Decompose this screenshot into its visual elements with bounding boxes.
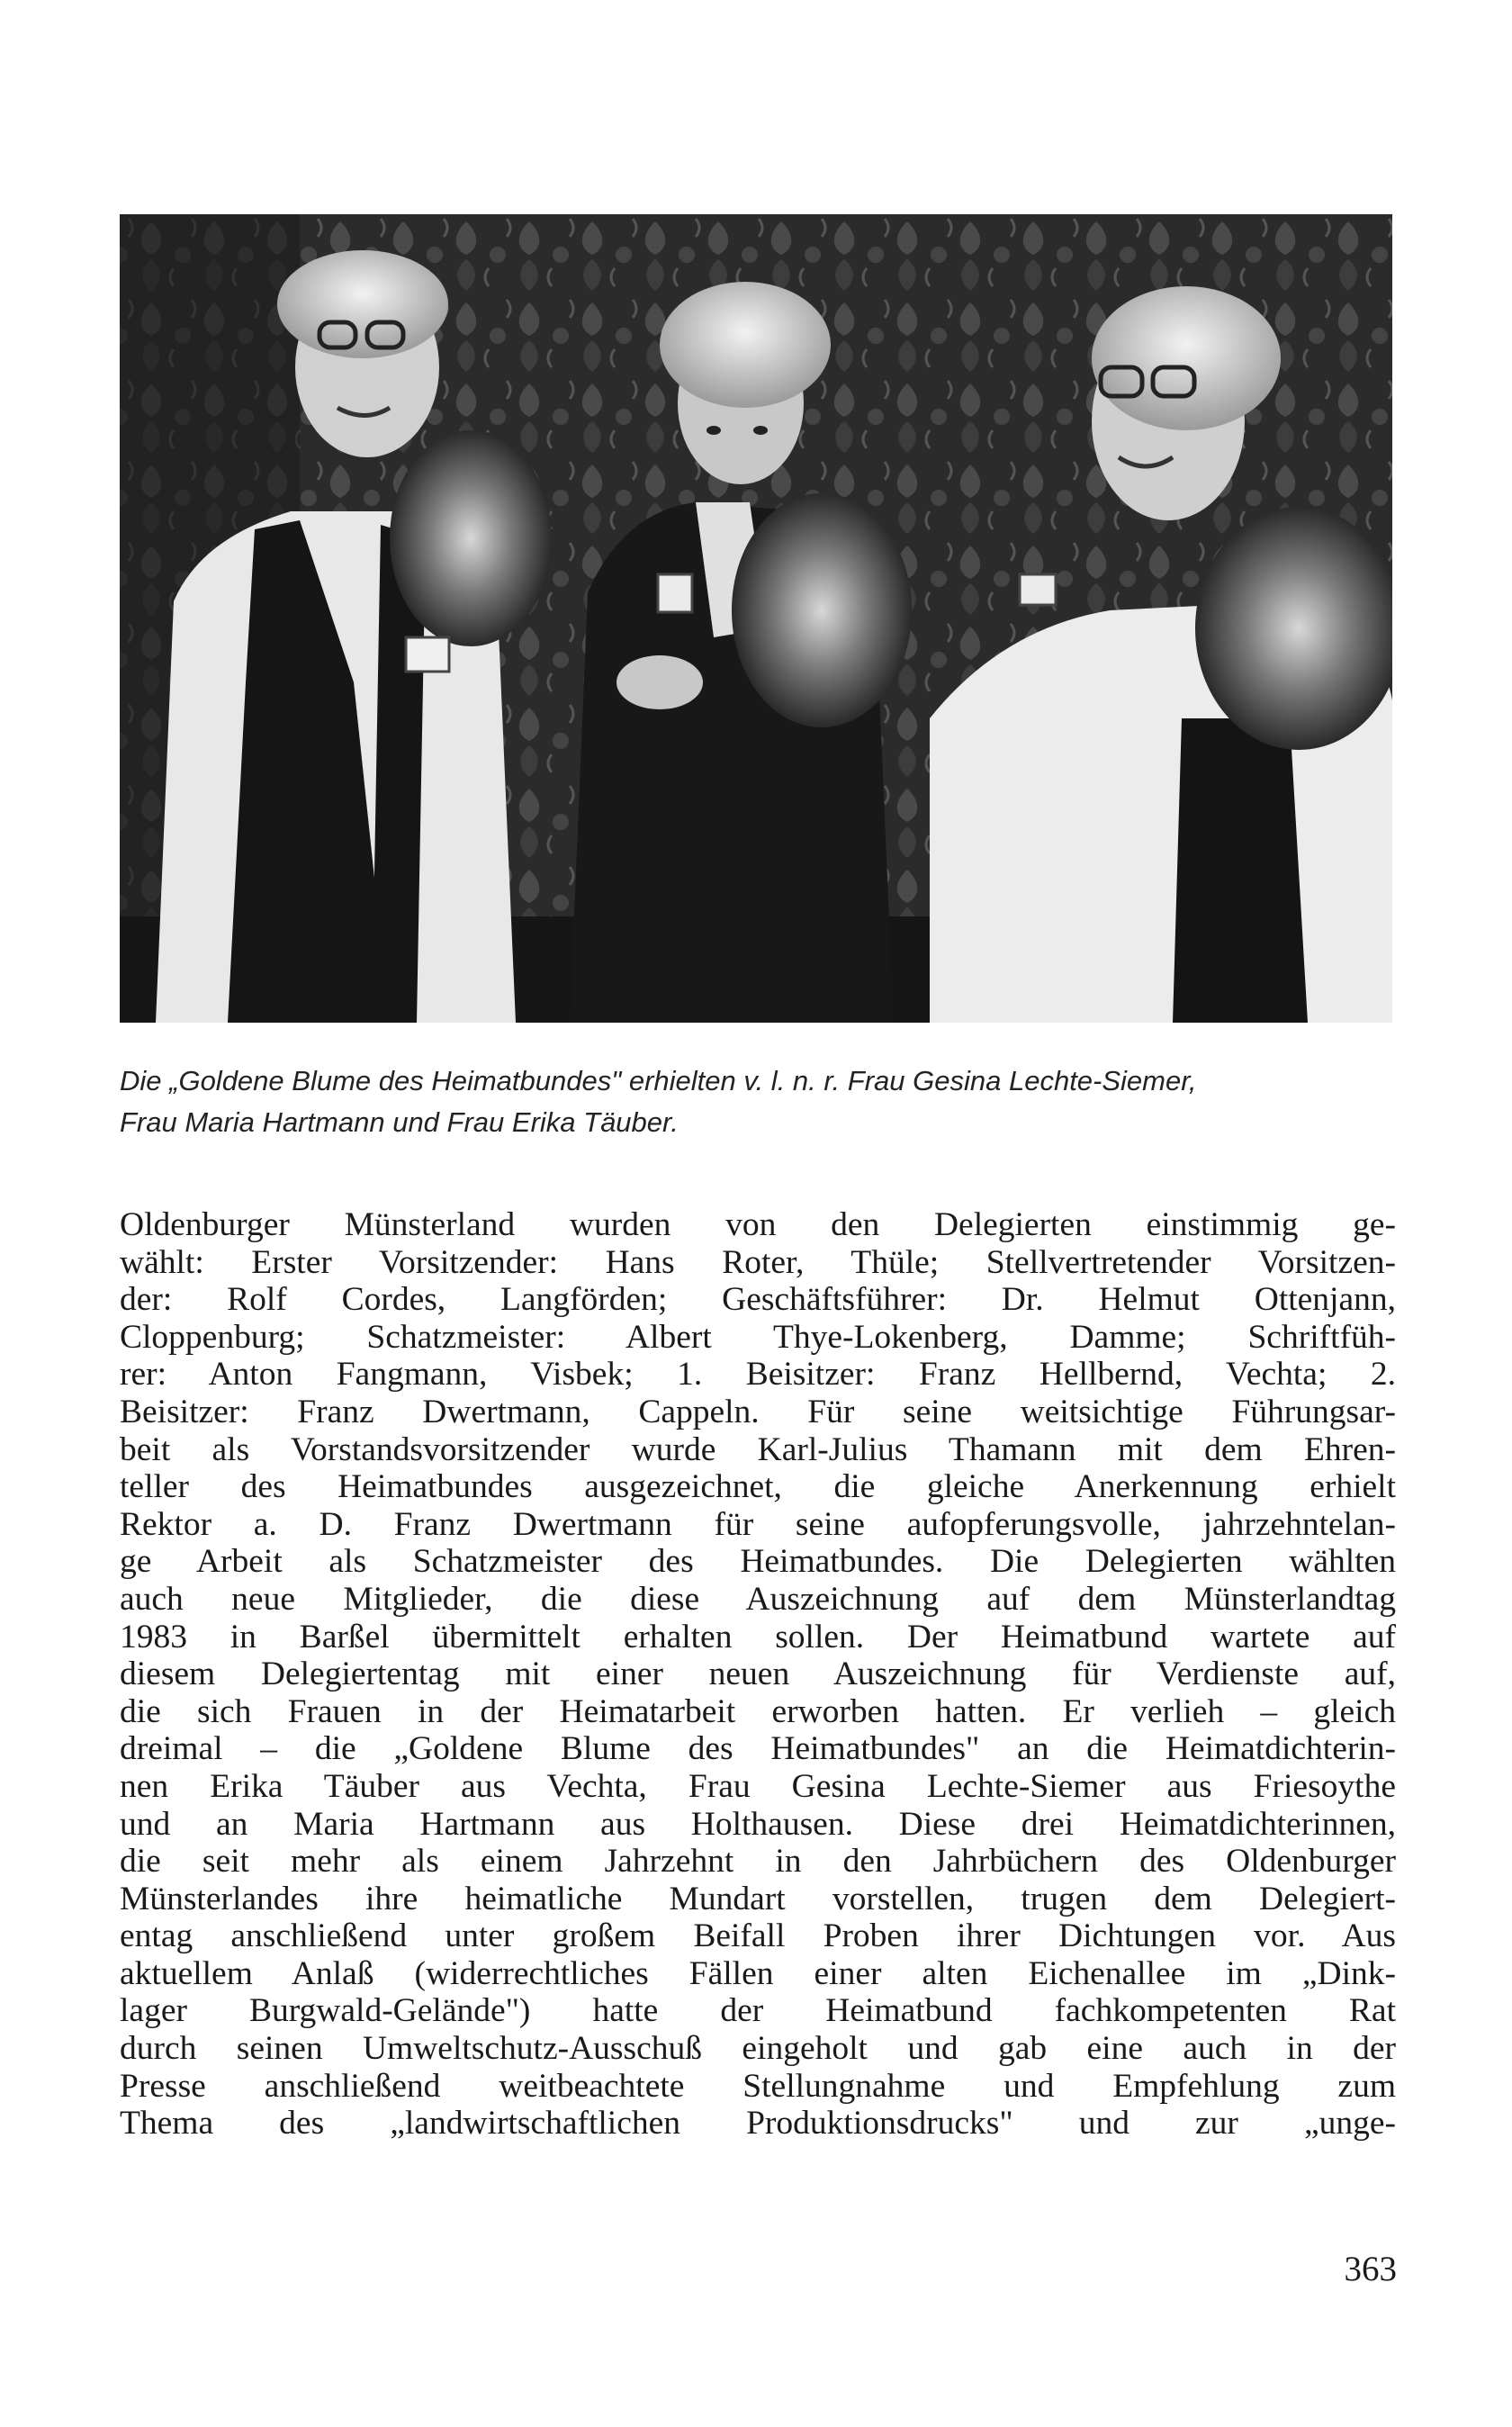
text-line: diesem Delegiertentag mit einer neuen Auszeichnung für Verdienste auf, — [120, 1656, 1396, 1693]
text-line: lager Burgwald-Gelände") hatte der Heimatbund fachkompetenten Rat — [120, 1992, 1396, 2030]
text-line: entag anschließend unter großem Beifall Proben ihrer Dichtungen vor. Aus — [120, 1917, 1396, 1955]
text-line: aktuellem Anlaß (widerrechtliches Fällen einer alten Eichenallee im „Dink- — [120, 1954, 1396, 1992]
text-line: auch neue Mitglieder, die diese Auszeichnung auf dem Münsterlandtag — [120, 1580, 1396, 1618]
text-line: Presse anschließend weitbeachtete Stellungnahme und Empfehlung zum — [120, 2067, 1396, 2105]
text-line: Rektor a. D. Franz Dwertmann für seine aufopferungsvolle, jahrzehntelan- — [120, 1505, 1396, 1543]
photo-caption — [120, 1060, 1392, 1143]
text-line: und an Maria Hartmann aus Holthausen. Diese drei Heimatdichterinnen, — [120, 1805, 1396, 1843]
text-line: dreimal – die „Goldene Blume des Heimatbundes" an die Heimatdichterin- — [120, 1730, 1396, 1768]
caption-line: Die „Goldene Blume des Heimatbundes" erhielten v. l. n. r. Frau Gesina Lechte-Siemer, — [120, 1065, 1197, 1096]
text-line: Thema des „landwirtschaftlichen Produktionsdrucks" und zur „unge- — [120, 2105, 1396, 2143]
photograph — [120, 214, 1392, 1023]
text-line: Münsterlandes ihre heimatliche Mundart vorstellen, trugen dem Delegiert- — [120, 1880, 1396, 1917]
text-line: beit als Vorstandsvorsitzender wurde Karl-Julius Thamann mit dem Ehren- — [120, 1430, 1396, 1468]
text-line: wählt: Erster Vorsitzender: Hans Roter, Thüle; Stellvertretender Vorsitzen- — [120, 1243, 1396, 1281]
body-text — [120, 1206, 1396, 2143]
text-line: nen Erika Täuber aus Vechta, Frau Gesina Lechte-Siemer aus Friesoythe — [120, 1767, 1396, 1805]
caption-line: Frau Maria Hartmann und Frau Erika Täuber. — [120, 1106, 679, 1138]
text-line: 1983 in Barßel übermittelt erhalten sollen. Der Heimatbund wartete auf — [120, 1618, 1396, 1656]
text-line: rer: Anton Fangmann, Visbek; 1. Beisitzer: Franz Hellbernd, Vechta; 2. — [120, 1356, 1396, 1394]
text-line: die seit mehr als einem Jahrzehnt in den Jahrbüchern des Oldenburger — [120, 1843, 1396, 1881]
text-line: ge Arbeit als Schatzmeister des Heimatbundes. Die Delegierten wählten — [120, 1543, 1396, 1581]
text-line: der: Rolf Cordes, Langförden; Geschäftsführer: Dr. Helmut Ottenjann, — [120, 1281, 1396, 1319]
photo-three-women-with-bouquets-icon — [120, 214, 1392, 1023]
text-line: Beisitzer: Franz Dwertmann, Cappeln. Für seine weitsichtige Führungsar- — [120, 1393, 1396, 1430]
text-line: Cloppenburg; Schatzmeister: Albert Thye-Lokenberg, Damme; Schriftfüh- — [120, 1318, 1396, 1356]
text-line: teller des Heimatbundes ausgezeichnet, die gleiche Anerkennung erhielt — [120, 1468, 1396, 1506]
text-line: Oldenburger Münsterland wurden von den Delegierten einstimmig ge- — [120, 1206, 1396, 1243]
page-number: 363 — [1344, 2250, 1397, 2288]
text-line: die sich Frauen in der Heimatarbeit erworben hatten. Er verlieh – gleich — [120, 1692, 1396, 1730]
text-line: durch seinen Umweltschutz-Ausschuß eingeholt und gab eine auch in der — [120, 2030, 1396, 2068]
